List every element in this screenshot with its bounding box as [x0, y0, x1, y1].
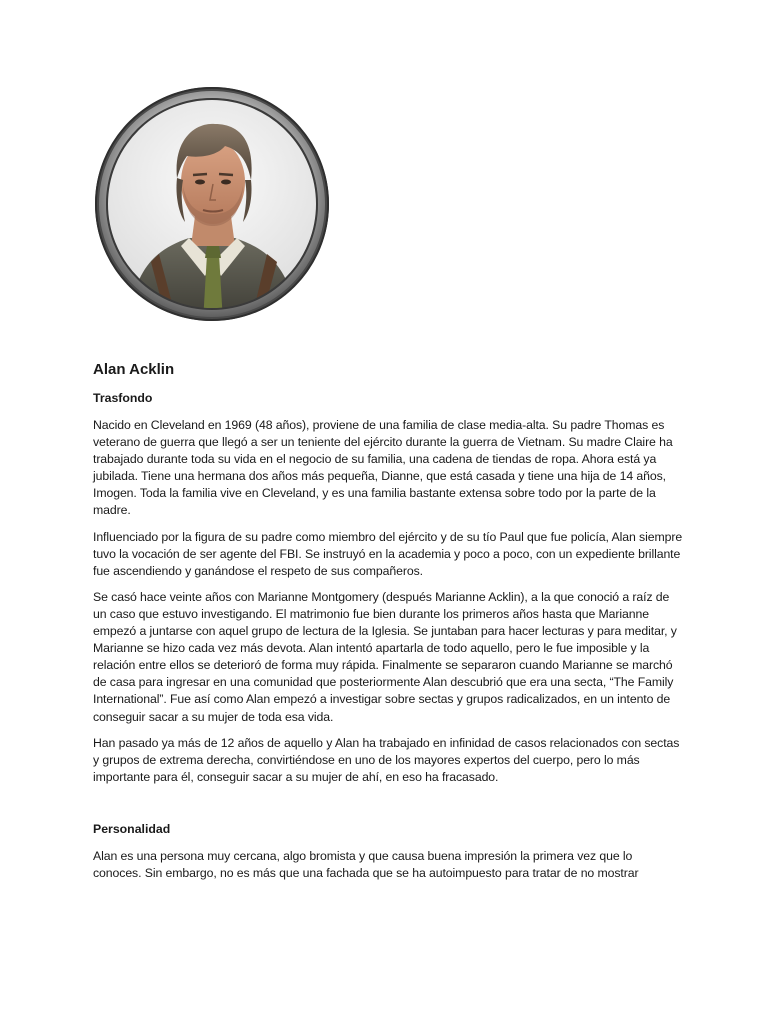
- paragraph: Nacido en Cleveland en 1969 (48 años), proviene de una familia de clase media-alta. Su padre Thomas es veterano de guerra que llegó a ser un teniente del ejército durante la guerra de Vietnam. Su madre Claire ha trabajado durante toda su vida en el negocio de su familia, una cadena de tiendas de ropa. Ahora está ya jubilada. Tiene una hermana dos años más pequeña, Dianne, que está casada y tiene una hija de 14 años, Imogen. Toda la familia vive en Cleveland, y es una familia bastante extensa sobre todo por la parte de la madre.: [93, 418, 673, 518]
- section-heading-personalidad: Personalidad: [93, 821, 171, 836]
- paragraph: Se casó hace veinte años con Marianne Montgomery (después Marianne Acklin), a la que conoció a raíz de un caso que estuvo investigando. El matrimonio fue bien durante los primeros años hasta que Marianne empezó a juntarse con aquel grupo de lectura de la Iglesia. Se juntaban para hacer lecturas y para meditar, y Marianne se hizo cada vez más devota. Alan intentó apartarla de todo aquello, pero le fue imposible y la relación entre ellos se deterioró de forma muy rápida. Finalmente se separaron cuando Marianne se marchó de casa para ingresar en una comunidad que posteriormente Alan descubrió que era una secta, “The Family International”. Fue así como Alan empezó a investigar sobre sectas y grupos radicalizados, en un intento de conseguir sacar a su mujer de toda esa vida.: [93, 589, 677, 724]
- paragraph: Han pasado ya más de 12 años de aquello y Alan ha trabajado en infinidad de casos relacionados con sectas y grupos de extrema derecha, convirtiéndose en uno de los mayores expertos del cuerpo, pero lo más importante para él, conseguir sacar a su mujer de ahí, en eso ha fracasado.: [93, 735, 680, 784]
- document-body: [93, 360, 683, 882]
- character-name: Alan Acklin: [93, 361, 175, 378]
- section-heading-trasfondo: Trasfondo: [93, 391, 153, 405]
- section-spacer: [93, 795, 683, 821]
- truncated-paragraph-container: [93, 848, 683, 882]
- paragraph: Influenciado por la figura de su padre como miembro del ejército y de su tío Paul que fue policía, Alan siempre tuvo la vocación de ser agente del FBI. Se instruyó en la academia y poco a poco, con un expediente brillante fue ascendiendo y ganándose el respeto de sus compañeros.: [93, 529, 683, 578]
- character-portrait: [89, 86, 337, 322]
- paragraph: Alan es una persona muy cercana, algo bromista y que causa buena impresión la primera vez que lo conoces. Sin embargo, no es más que una fachada que se ha autoimpuesto para tratar de no mostrar: [93, 848, 639, 880]
